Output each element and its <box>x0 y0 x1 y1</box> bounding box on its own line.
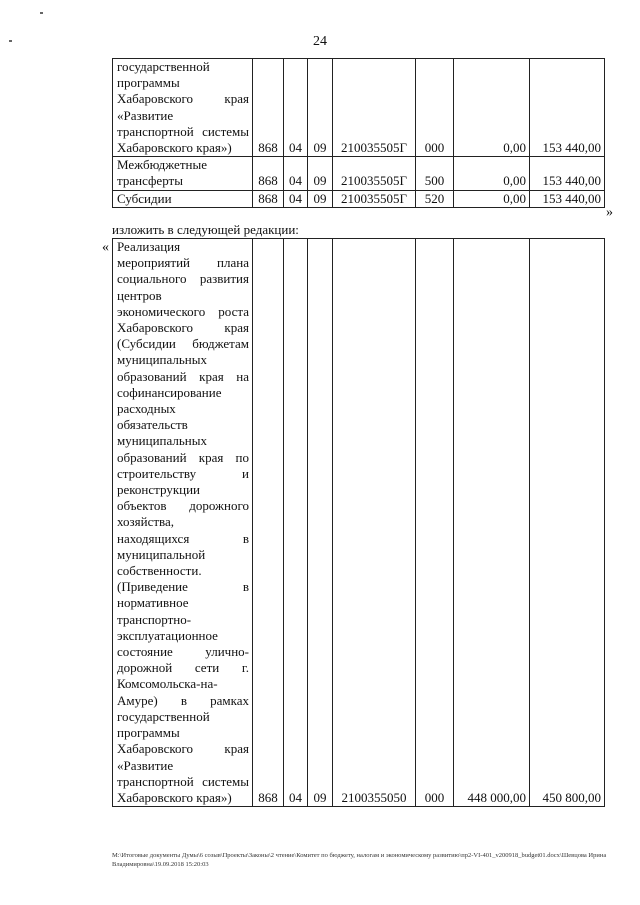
table-row <box>113 157 605 190</box>
table-row <box>113 239 605 807</box>
budget-table-top <box>112 58 605 208</box>
budget-table-bottom <box>112 238 605 807</box>
vr-cell: 520 <box>416 190 454 207</box>
instruction-text: изложить в следующей редакции: <box>112 222 299 237</box>
opening-quote: « <box>102 240 109 255</box>
sum1-cell: 448 000,00 <box>454 239 530 807</box>
row-name: Субсидии <box>113 190 253 207</box>
sum2-cell: 153 440,00 <box>530 157 605 190</box>
page-number: 24 <box>313 34 327 49</box>
sum1-cell: 0,00 <box>454 190 530 207</box>
pr-cell: 09 <box>308 59 333 157</box>
sum1-cell: 0,00 <box>454 59 530 157</box>
csr-cell: 210035505Г <box>333 190 416 207</box>
closing-quote: » <box>606 205 613 220</box>
rz-cell: 04 <box>284 239 308 807</box>
vr-cell: 000 <box>416 59 454 157</box>
row-name: Межбюджетные трансферты <box>113 157 253 190</box>
pr-cell: 09 <box>308 157 333 190</box>
footer-file-path: М:\Итоговые документы Думы\6 созыв\Проекты\Законы\2 чтение\Комитет по бюджету, налогам и экономическому развитию\пр2-VI-401_v200918_budget01.docx\Шевцова Ирина Владимировна\19.09.2018 15:20:03 <box>112 852 607 868</box>
table-row <box>113 59 605 157</box>
ved-cell: 868 <box>253 157 284 190</box>
vr-cell: 000 <box>416 239 454 807</box>
csr-cell: 2100355050 <box>333 239 416 807</box>
sum1-cell: 0,00 <box>454 157 530 190</box>
pr-cell: 09 <box>308 190 333 207</box>
table-row <box>113 190 605 207</box>
vr-cell: 500 <box>416 157 454 190</box>
sum2-cell: 153 440,00 <box>530 59 605 157</box>
ved-cell: 868 <box>253 239 284 807</box>
scan-speck <box>40 12 43 14</box>
ved-cell: 868 <box>253 59 284 157</box>
row-name: государственной программы Хабаровского края «Развитие транспортной системы Хабаровского края») <box>113 59 253 157</box>
sum2-cell: 153 440,00 <box>530 190 605 207</box>
ved-cell: 868 <box>253 190 284 207</box>
rz-cell: 04 <box>284 157 308 190</box>
csr-cell: 210035505Г <box>333 157 416 190</box>
row-name: Реализация мероприятий плана социального развития центров экономического роста Хабаровского края (Субсидии бюджетам муниципальных образований края на софинансирование расходных обязательств муниципальных образований края по строительству и реконструкции объектов дорожного хозяйства, находящихся в муниципальной собственности. (Приведение в нормативное транспортно-эксплуатационное состояние улично-дорожной сети г. Комсомольска-на-Амуре) в рамках государственной программы Хабаровского края «Развитие транспортной системы Хабаровского края») <box>113 239 253 807</box>
sum2-cell: 450 800,00 <box>530 239 605 807</box>
rz-cell: 04 <box>284 59 308 157</box>
rz-cell: 04 <box>284 190 308 207</box>
pr-cell: 09 <box>308 239 333 807</box>
csr-cell: 210035505Г <box>333 59 416 157</box>
